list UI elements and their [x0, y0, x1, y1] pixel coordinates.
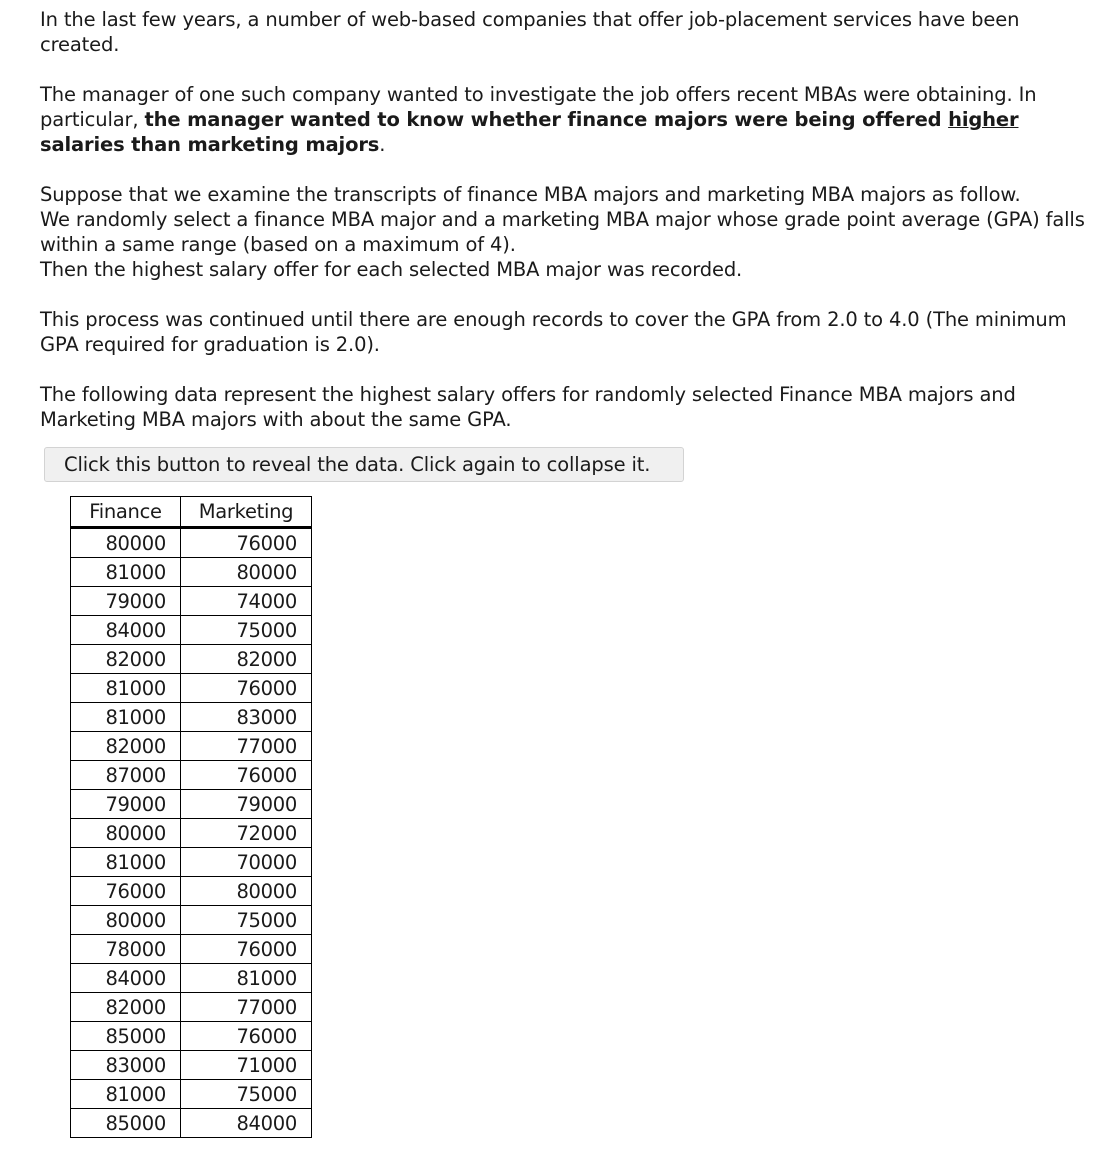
finance-salary-cell: 81000 — [71, 1080, 181, 1109]
marketing-salary-cell: 84000 — [181, 1109, 312, 1138]
table-row — [71, 616, 312, 645]
table-row — [71, 877, 312, 906]
marketing-salary-cell: 75000 — [181, 906, 312, 935]
marketing-salary-cell: 72000 — [181, 819, 312, 848]
marketing-salary-cell: 76000 — [181, 674, 312, 703]
table-row — [71, 790, 312, 819]
table-row — [71, 1022, 312, 1051]
table-row — [71, 964, 312, 993]
method-line-3: Then the highest salary offer for each selected MBA major was recorded. — [40, 258, 743, 281]
marketing-salary-cell: 76000 — [181, 1022, 312, 1051]
table-row — [71, 906, 312, 935]
table-row — [71, 674, 312, 703]
marketing-salary-cell: 76000 — [181, 761, 312, 790]
table-header-row — [71, 497, 312, 528]
table-row — [71, 1109, 312, 1138]
finance-salary-cell: 80000 — [71, 819, 181, 848]
table-body — [71, 528, 312, 1138]
finance-salary-cell: 81000 — [71, 674, 181, 703]
finance-salary-cell: 85000 — [71, 1022, 181, 1051]
research-question-part-a: the manager wanted to know whether finance majors were being offered — [144, 108, 949, 131]
marketing-salary-cell: 79000 — [181, 790, 312, 819]
research-question — [40, 108, 1018, 156]
marketing-salary-cell: 81000 — [181, 964, 312, 993]
table-row — [71, 848, 312, 877]
method-line-1: Suppose that we examine the transcripts of finance MBA majors and marketing MBA majors as follow. — [40, 183, 1021, 206]
finance-salary-cell: 82000 — [71, 732, 181, 761]
marketing-salary-cell: 70000 — [181, 848, 312, 877]
finance-salary-cell: 81000 — [71, 703, 181, 732]
marketing-salary-cell: 75000 — [181, 616, 312, 645]
finance-salary-cell: 79000 — [71, 587, 181, 616]
finance-salary-cell: 85000 — [71, 1109, 181, 1138]
finance-salary-cell: 81000 — [71, 558, 181, 587]
marketing-salary-cell: 76000 — [181, 935, 312, 964]
finance-salary-cell: 87000 — [71, 761, 181, 790]
marketing-salary-cell: 74000 — [181, 587, 312, 616]
research-question-part-b: salaries than marketing majors — [40, 133, 380, 156]
marketing-salary-cell: 80000 — [181, 558, 312, 587]
method-paragraph — [40, 182, 1100, 282]
manager-paragraph-end: . — [379, 133, 386, 156]
column-header-marketing: Marketing — [181, 497, 312, 528]
table-row — [71, 528, 312, 558]
table-row — [71, 558, 312, 587]
finance-salary-cell: 79000 — [71, 790, 181, 819]
marketing-salary-cell: 77000 — [181, 732, 312, 761]
table-row — [71, 1051, 312, 1080]
salary-data-table — [70, 496, 312, 1138]
question-text — [40, 7, 1100, 432]
table-row — [71, 761, 312, 790]
marketing-salary-cell: 76000 — [181, 528, 312, 558]
table-row — [71, 587, 312, 616]
finance-salary-cell: 84000 — [71, 964, 181, 993]
intro-paragraph: In the last few years, a number of web-based companies that offer job-placement services have been created. — [40, 8, 1020, 56]
finance-salary-cell: 83000 — [71, 1051, 181, 1080]
finance-salary-cell: 80000 — [71, 528, 181, 558]
table-row — [71, 993, 312, 1022]
emphasis-higher: higher — [948, 108, 1019, 131]
marketing-salary-cell: 82000 — [181, 645, 312, 674]
marketing-salary-cell: 83000 — [181, 703, 312, 732]
column-header-finance: Finance — [71, 497, 181, 528]
marketing-salary-cell: 71000 — [181, 1051, 312, 1080]
finance-salary-cell: 78000 — [71, 935, 181, 964]
data-description-paragraph: The following data represent the highest salary offers for randomly selected Finance MBA majors and Marketing MBA majors with about the same GPA. — [40, 383, 1016, 431]
marketing-salary-cell: 80000 — [181, 877, 312, 906]
finance-salary-cell: 82000 — [71, 993, 181, 1022]
marketing-salary-cell: 75000 — [181, 1080, 312, 1109]
reveal-data-button[interactable]: Click this button to reveal the data. Click again to collapse it. — [44, 447, 684, 482]
manager-paragraph — [40, 82, 1100, 157]
finance-salary-cell: 84000 — [71, 616, 181, 645]
finance-salary-cell: 76000 — [71, 877, 181, 906]
finance-salary-cell: 82000 — [71, 645, 181, 674]
manager-paragraph-intro: The manager of one such company wanted to investigate the job offers recent MBAs were obtaining. In particular, — [40, 83, 1037, 131]
process-paragraph: This process was continued until there are enough records to cover the GPA from 2.0 to 4.0 (The minimum GPA required for graduation is 2.0). — [40, 308, 1067, 356]
table-row — [71, 703, 312, 732]
marketing-salary-cell: 77000 — [181, 993, 312, 1022]
finance-salary-cell: 80000 — [71, 906, 181, 935]
table-row — [71, 645, 312, 674]
finance-salary-cell: 81000 — [71, 848, 181, 877]
table-row — [71, 819, 312, 848]
table-row — [71, 935, 312, 964]
table-row — [71, 732, 312, 761]
method-line-2: We randomly select a finance MBA major and a marketing MBA major whose grade point average (GPA) falls within a same range (based on a maximum of 4). — [40, 208, 1085, 256]
table-row — [71, 1080, 312, 1109]
